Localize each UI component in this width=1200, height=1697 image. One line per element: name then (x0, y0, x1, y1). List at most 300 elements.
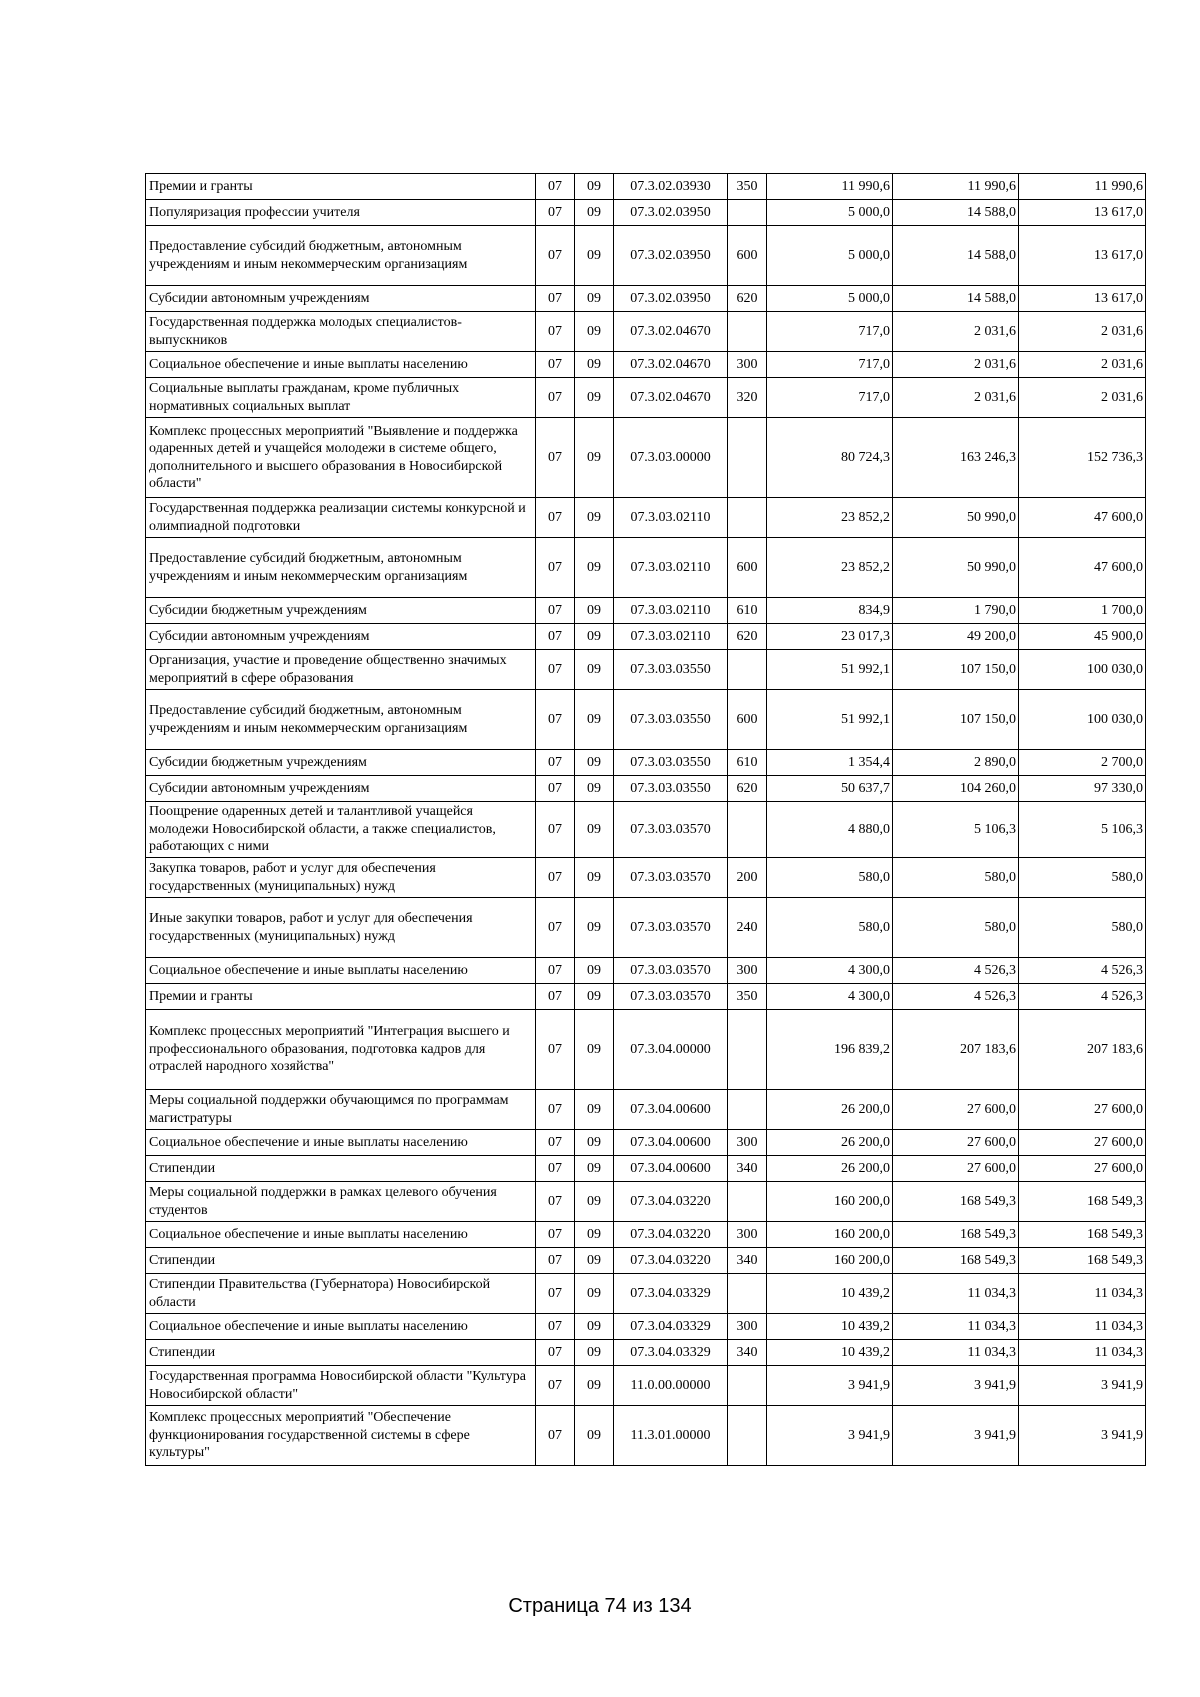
cell-target-article: 07.3.04.03220 (614, 1222, 728, 1248)
cell-expense-type (728, 802, 767, 858)
cell-name: Комплекс процессных мероприятий "Интеграция высшего и профессионального образования, подготовка кадров для отраслей народного хозяйства" (146, 1010, 536, 1090)
table-row (146, 1406, 1146, 1466)
cell-target-article: 07.3.03.03550 (614, 776, 728, 802)
cell-target-article: 07.3.03.02110 (614, 538, 728, 598)
cell-subsection: 09 (575, 690, 614, 750)
cell-amount-1: 717,0 (767, 378, 893, 418)
cell-amount-2: 27 600,0 (893, 1156, 1019, 1182)
cell-name: Предоставление субсидий бюджетным, автономным учреждениям и иным некоммерческим организациям (146, 690, 536, 750)
cell-section: 07 (536, 200, 575, 226)
table-row (146, 1248, 1146, 1274)
cell-subsection: 09 (575, 1314, 614, 1340)
cell-name: Социальное обеспечение и иные выплаты населению (146, 1314, 536, 1340)
cell-name: Социальные выплаты гражданам, кроме публичных нормативных социальных выплат (146, 378, 536, 418)
cell-amount-3: 97 330,0 (1019, 776, 1146, 802)
cell-amount-3: 2 700,0 (1019, 750, 1146, 776)
cell-name: Меры социальной поддержки обучающимся по программам магистратуры (146, 1090, 536, 1130)
cell-target-article: 07.3.03.03570 (614, 858, 728, 898)
cell-name: Комплекс процессных мероприятий "Обеспечение функционирования государственной системы в сфере культуры" (146, 1406, 536, 1466)
cell-subsection: 09 (575, 1156, 614, 1182)
cell-amount-2: 49 200,0 (893, 624, 1019, 650)
cell-target-article: 07.3.02.03950 (614, 200, 728, 226)
cell-amount-1: 23 852,2 (767, 498, 893, 538)
cell-expense-type: 340 (728, 1340, 767, 1366)
cell-amount-1: 5 000,0 (767, 200, 893, 226)
cell-amount-3: 2 031,6 (1019, 352, 1146, 378)
cell-expense-type (728, 1090, 767, 1130)
cell-amount-2: 14 588,0 (893, 200, 1019, 226)
cell-amount-1: 10 439,2 (767, 1274, 893, 1314)
cell-subsection: 09 (575, 624, 614, 650)
cell-amount-3: 13 617,0 (1019, 286, 1146, 312)
cell-name: Организация, участие и проведение общественно значимых мероприятий в сфере образования (146, 650, 536, 690)
cell-amount-3: 47 600,0 (1019, 538, 1146, 598)
cell-section: 07 (536, 1366, 575, 1406)
cell-amount-1: 717,0 (767, 352, 893, 378)
table-row (146, 650, 1146, 690)
cell-expense-type (728, 1010, 767, 1090)
cell-amount-2: 50 990,0 (893, 538, 1019, 598)
table-row (146, 858, 1146, 898)
cell-name: Комплекс процессных мероприятий "Выявление и поддержка одаренных детей и учащейся молодежи в системе общего, дополнительного и высшего образования в Новосибирской области" (146, 418, 536, 498)
cell-name: Премии и гранты (146, 174, 536, 200)
cell-target-article: 07.3.04.00000 (614, 1010, 728, 1090)
cell-target-article: 07.3.03.03550 (614, 690, 728, 750)
cell-amount-3: 4 526,3 (1019, 984, 1146, 1010)
cell-amount-2: 27 600,0 (893, 1130, 1019, 1156)
cell-target-article: 07.3.02.03950 (614, 286, 728, 312)
cell-name: Социальное обеспечение и иные выплаты населению (146, 352, 536, 378)
cell-amount-2: 207 183,6 (893, 1010, 1019, 1090)
cell-amount-3: 11 990,6 (1019, 174, 1146, 200)
cell-amount-2: 2 031,6 (893, 312, 1019, 352)
cell-subsection: 09 (575, 312, 614, 352)
cell-amount-2: 163 246,3 (893, 418, 1019, 498)
cell-section: 07 (536, 538, 575, 598)
cell-subsection: 09 (575, 1182, 614, 1222)
cell-subsection: 09 (575, 418, 614, 498)
table-row (146, 378, 1146, 418)
table-row (146, 1274, 1146, 1314)
cell-section: 07 (536, 1248, 575, 1274)
table-row (146, 174, 1146, 200)
cell-amount-1: 51 992,1 (767, 650, 893, 690)
table-row (146, 286, 1146, 312)
cell-subsection: 09 (575, 598, 614, 624)
cell-amount-1: 26 200,0 (767, 1090, 893, 1130)
cell-subsection: 09 (575, 650, 614, 690)
cell-amount-2: 168 549,3 (893, 1182, 1019, 1222)
cell-amount-3: 207 183,6 (1019, 1010, 1146, 1090)
cell-expense-type: 300 (728, 1314, 767, 1340)
cell-amount-2: 104 260,0 (893, 776, 1019, 802)
cell-amount-1: 23 017,3 (767, 624, 893, 650)
cell-section: 07 (536, 958, 575, 984)
cell-target-article: 07.3.03.03570 (614, 898, 728, 958)
cell-expense-type: 600 (728, 538, 767, 598)
table-row (146, 1156, 1146, 1182)
cell-section: 07 (536, 1222, 575, 1248)
table-row (146, 498, 1146, 538)
cell-amount-1: 10 439,2 (767, 1314, 893, 1340)
cell-expense-type: 350 (728, 174, 767, 200)
cell-target-article: 07.3.03.03550 (614, 650, 728, 690)
cell-amount-3: 152 736,3 (1019, 418, 1146, 498)
cell-amount-1: 160 200,0 (767, 1248, 893, 1274)
cell-name: Субсидии бюджетным учреждениям (146, 750, 536, 776)
cell-section: 07 (536, 1156, 575, 1182)
cell-amount-2: 3 941,9 (893, 1366, 1019, 1406)
cell-subsection: 09 (575, 958, 614, 984)
table-row (146, 1340, 1146, 1366)
cell-section: 07 (536, 898, 575, 958)
cell-section: 07 (536, 1406, 575, 1466)
table-row (146, 538, 1146, 598)
table-row (146, 598, 1146, 624)
cell-subsection: 09 (575, 352, 614, 378)
cell-amount-3: 168 549,3 (1019, 1182, 1146, 1222)
cell-subsection: 09 (575, 1340, 614, 1366)
cell-name: Стипендии Правительства (Губернатора) Новосибирской области (146, 1274, 536, 1314)
cell-amount-3: 3 941,9 (1019, 1366, 1146, 1406)
cell-expense-type: 340 (728, 1156, 767, 1182)
cell-amount-2: 4 526,3 (893, 958, 1019, 984)
cell-expense-type (728, 498, 767, 538)
cell-target-article: 07.3.02.03930 (614, 174, 728, 200)
cell-amount-1: 4 300,0 (767, 984, 893, 1010)
cell-expense-type: 300 (728, 352, 767, 378)
cell-subsection: 09 (575, 858, 614, 898)
cell-section: 07 (536, 1010, 575, 1090)
cell-subsection: 09 (575, 174, 614, 200)
table-row (146, 1010, 1146, 1090)
cell-subsection: 09 (575, 286, 614, 312)
cell-amount-3: 45 900,0 (1019, 624, 1146, 650)
cell-subsection: 09 (575, 1090, 614, 1130)
table-row (146, 984, 1146, 1010)
cell-name: Субсидии автономным учреждениям (146, 286, 536, 312)
cell-subsection: 09 (575, 776, 614, 802)
cell-amount-3: 47 600,0 (1019, 498, 1146, 538)
cell-target-article: 07.3.03.03570 (614, 802, 728, 858)
table-row (146, 898, 1146, 958)
cell-section: 07 (536, 174, 575, 200)
cell-amount-1: 834,9 (767, 598, 893, 624)
cell-expense-type (728, 1366, 767, 1406)
cell-expense-type: 610 (728, 598, 767, 624)
cell-subsection: 09 (575, 200, 614, 226)
cell-amount-1: 4 300,0 (767, 958, 893, 984)
cell-amount-1: 50 637,7 (767, 776, 893, 802)
cell-target-article: 07.3.04.00600 (614, 1156, 728, 1182)
cell-subsection: 09 (575, 898, 614, 958)
cell-subsection: 09 (575, 1010, 614, 1090)
cell-name: Предоставление субсидий бюджетным, автономным учреждениям и иным некоммерческим организациям (146, 226, 536, 286)
cell-subsection: 09 (575, 226, 614, 286)
cell-subsection: 09 (575, 750, 614, 776)
cell-target-article: 07.3.03.00000 (614, 418, 728, 498)
cell-amount-2: 1 790,0 (893, 598, 1019, 624)
cell-amount-3: 13 617,0 (1019, 226, 1146, 286)
table-row (146, 226, 1146, 286)
cell-name: Государственная поддержка молодых специалистов-выпускников (146, 312, 536, 352)
cell-amount-1: 580,0 (767, 858, 893, 898)
cell-name: Государственная поддержка реализации системы конкурсной и олимпиадной подготовки (146, 498, 536, 538)
table-row (146, 1314, 1146, 1340)
cell-section: 07 (536, 352, 575, 378)
cell-name: Стипендии (146, 1340, 536, 1366)
cell-target-article: 07.3.02.04670 (614, 378, 728, 418)
cell-section: 07 (536, 1340, 575, 1366)
cell-section: 07 (536, 858, 575, 898)
cell-expense-type: 620 (728, 286, 767, 312)
cell-target-article: 07.3.04.00600 (614, 1130, 728, 1156)
table-row (146, 1182, 1146, 1222)
cell-target-article: 11.0.00.00000 (614, 1366, 728, 1406)
cell-amount-1: 160 200,0 (767, 1182, 893, 1222)
cell-subsection: 09 (575, 802, 614, 858)
table-row (146, 802, 1146, 858)
cell-expense-type: 600 (728, 690, 767, 750)
table-row (146, 1090, 1146, 1130)
table-row (146, 418, 1146, 498)
cell-section: 07 (536, 984, 575, 1010)
cell-target-article: 07.3.02.04670 (614, 312, 728, 352)
budget-table (145, 173, 1146, 1466)
cell-expense-type (728, 650, 767, 690)
cell-amount-2: 11 034,3 (893, 1274, 1019, 1314)
cell-amount-1: 160 200,0 (767, 1222, 893, 1248)
cell-target-article: 07.3.03.03550 (614, 750, 728, 776)
cell-subsection: 09 (575, 378, 614, 418)
cell-expense-type (728, 312, 767, 352)
cell-target-article: 07.3.02.03950 (614, 226, 728, 286)
cell-amount-3: 27 600,0 (1019, 1156, 1146, 1182)
cell-expense-type: 240 (728, 898, 767, 958)
cell-amount-3: 27 600,0 (1019, 1090, 1146, 1130)
cell-amount-3: 2 031,6 (1019, 378, 1146, 418)
cell-amount-1: 580,0 (767, 898, 893, 958)
cell-expense-type: 300 (728, 1222, 767, 1248)
table-row (146, 200, 1146, 226)
cell-amount-1: 26 200,0 (767, 1130, 893, 1156)
cell-name: Социальное обеспечение и иные выплаты населению (146, 958, 536, 984)
cell-amount-2: 580,0 (893, 858, 1019, 898)
cell-target-article: 07.3.04.03329 (614, 1314, 728, 1340)
cell-amount-3: 580,0 (1019, 858, 1146, 898)
cell-expense-type: 620 (728, 776, 767, 802)
cell-expense-type: 350 (728, 984, 767, 1010)
cell-amount-2: 3 941,9 (893, 1406, 1019, 1466)
cell-amount-3: 5 106,3 (1019, 802, 1146, 858)
cell-amount-2: 11 034,3 (893, 1340, 1019, 1366)
cell-expense-type: 610 (728, 750, 767, 776)
cell-section: 07 (536, 650, 575, 690)
cell-amount-1: 196 839,2 (767, 1010, 893, 1090)
cell-amount-3: 168 549,3 (1019, 1222, 1146, 1248)
cell-amount-1: 51 992,1 (767, 690, 893, 750)
cell-section: 07 (536, 1274, 575, 1314)
table-row (146, 1366, 1146, 1406)
table-row (146, 958, 1146, 984)
cell-amount-2: 27 600,0 (893, 1090, 1019, 1130)
cell-expense-type: 600 (728, 226, 767, 286)
cell-amount-2: 14 588,0 (893, 286, 1019, 312)
cell-expense-type (728, 1274, 767, 1314)
cell-section: 07 (536, 1090, 575, 1130)
page-number: Страница 74 из 134 (508, 1595, 692, 1617)
cell-name: Поощрение одаренных детей и талантливой учащейся молодежи Новосибирской области, а также специалистов, работающих с ними (146, 802, 536, 858)
cell-amount-3: 3 941,9 (1019, 1406, 1146, 1466)
cell-section: 07 (536, 1182, 575, 1222)
cell-name: Субсидии автономным учреждениям (146, 624, 536, 650)
cell-name: Популяризация профессии учителя (146, 200, 536, 226)
cell-amount-3: 580,0 (1019, 898, 1146, 958)
cell-section: 07 (536, 1314, 575, 1340)
cell-section: 07 (536, 750, 575, 776)
cell-amount-2: 11 990,6 (893, 174, 1019, 200)
table-row (146, 352, 1146, 378)
cell-amount-3: 100 030,0 (1019, 690, 1146, 750)
table-row (146, 1130, 1146, 1156)
cell-target-article: 07.3.04.03329 (614, 1340, 728, 1366)
cell-amount-2: 107 150,0 (893, 650, 1019, 690)
cell-expense-type (728, 1406, 767, 1466)
cell-name: Государственная программа Новосибирской области "Культура Новосибирской области" (146, 1366, 536, 1406)
cell-amount-2: 2 890,0 (893, 750, 1019, 776)
cell-target-article: 07.3.04.00600 (614, 1090, 728, 1130)
cell-target-article: 07.3.03.03570 (614, 958, 728, 984)
cell-amount-2: 5 106,3 (893, 802, 1019, 858)
cell-name: Закупка товаров, работ и услуг для обеспечения государственных (муниципальных) нужд (146, 858, 536, 898)
cell-amount-1: 4 880,0 (767, 802, 893, 858)
cell-amount-1: 3 941,9 (767, 1366, 893, 1406)
cell-target-article: 07.3.03.02110 (614, 624, 728, 650)
cell-amount-1: 3 941,9 (767, 1406, 893, 1466)
cell-subsection: 09 (575, 1274, 614, 1314)
cell-amount-2: 168 549,3 (893, 1222, 1019, 1248)
cell-name: Социальное обеспечение и иные выплаты населению (146, 1130, 536, 1156)
cell-name: Премии и гранты (146, 984, 536, 1010)
cell-amount-2: 168 549,3 (893, 1248, 1019, 1274)
cell-expense-type: 620 (728, 624, 767, 650)
table-row (146, 1222, 1146, 1248)
cell-name: Иные закупки товаров, работ и услуг для обеспечения государственных (муниципальных) нужд (146, 898, 536, 958)
cell-section: 07 (536, 378, 575, 418)
cell-subsection: 09 (575, 984, 614, 1010)
cell-amount-2: 2 031,6 (893, 352, 1019, 378)
cell-expense-type: 300 (728, 958, 767, 984)
cell-amount-1: 11 990,6 (767, 174, 893, 200)
cell-amount-2: 580,0 (893, 898, 1019, 958)
cell-amount-3: 11 034,3 (1019, 1314, 1146, 1340)
cell-amount-3: 11 034,3 (1019, 1274, 1146, 1314)
cell-amount-1: 26 200,0 (767, 1156, 893, 1182)
cell-amount-1: 5 000,0 (767, 226, 893, 286)
cell-section: 07 (536, 690, 575, 750)
cell-amount-3: 168 549,3 (1019, 1248, 1146, 1274)
cell-amount-3: 27 600,0 (1019, 1130, 1146, 1156)
cell-amount-1: 717,0 (767, 312, 893, 352)
cell-amount-2: 107 150,0 (893, 690, 1019, 750)
cell-subsection: 09 (575, 1406, 614, 1466)
cell-section: 07 (536, 418, 575, 498)
cell-target-article: 07.3.03.02110 (614, 598, 728, 624)
cell-section: 07 (536, 624, 575, 650)
cell-subsection: 09 (575, 1248, 614, 1274)
cell-section: 07 (536, 498, 575, 538)
table-body (146, 174, 1146, 1466)
cell-subsection: 09 (575, 1222, 614, 1248)
cell-name: Социальное обеспечение и иные выплаты населению (146, 1222, 536, 1248)
cell-amount-2: 2 031,6 (893, 378, 1019, 418)
cell-name: Стипендии (146, 1248, 536, 1274)
cell-amount-2: 14 588,0 (893, 226, 1019, 286)
table-row (146, 624, 1146, 650)
cell-expense-type: 340 (728, 1248, 767, 1274)
cell-amount-3: 100 030,0 (1019, 650, 1146, 690)
cell-expense-type: 320 (728, 378, 767, 418)
cell-target-article: 11.3.01.00000 (614, 1406, 728, 1466)
cell-section: 07 (536, 776, 575, 802)
cell-subsection: 09 (575, 1366, 614, 1406)
cell-target-article: 07.3.03.02110 (614, 498, 728, 538)
cell-amount-1: 10 439,2 (767, 1340, 893, 1366)
cell-amount-3: 1 700,0 (1019, 598, 1146, 624)
table-row (146, 312, 1146, 352)
cell-section: 07 (536, 312, 575, 352)
cell-amount-3: 11 034,3 (1019, 1340, 1146, 1366)
cell-section: 07 (536, 1130, 575, 1156)
cell-amount-1: 1 354,4 (767, 750, 893, 776)
cell-name: Меры социальной поддержки в рамках целевого обучения студентов (146, 1182, 536, 1222)
cell-expense-type (728, 418, 767, 498)
cell-expense-type (728, 200, 767, 226)
cell-amount-2: 50 990,0 (893, 498, 1019, 538)
cell-amount-3: 4 526,3 (1019, 958, 1146, 984)
cell-expense-type: 200 (728, 858, 767, 898)
cell-subsection: 09 (575, 538, 614, 598)
cell-amount-1: 23 852,2 (767, 538, 893, 598)
cell-name: Предоставление субсидий бюджетным, автономным учреждениям и иным некоммерческим организациям (146, 538, 536, 598)
cell-amount-1: 5 000,0 (767, 286, 893, 312)
table-row (146, 776, 1146, 802)
cell-target-article: 07.3.04.03220 (614, 1182, 728, 1222)
cell-name: Субсидии автономным учреждениям (146, 776, 536, 802)
cell-target-article: 07.3.04.03329 (614, 1274, 728, 1314)
cell-section: 07 (536, 286, 575, 312)
cell-name: Субсидии бюджетным учреждениям (146, 598, 536, 624)
cell-section: 07 (536, 226, 575, 286)
table-row (146, 690, 1146, 750)
table-row (146, 750, 1146, 776)
cell-expense-type: 300 (728, 1130, 767, 1156)
cell-subsection: 09 (575, 498, 614, 538)
cell-name: Стипендии (146, 1156, 536, 1182)
cell-target-article: 07.3.04.03220 (614, 1248, 728, 1274)
cell-amount-3: 13 617,0 (1019, 200, 1146, 226)
cell-subsection: 09 (575, 1130, 614, 1156)
cell-amount-3: 2 031,6 (1019, 312, 1146, 352)
cell-amount-2: 11 034,3 (893, 1314, 1019, 1340)
cell-amount-2: 4 526,3 (893, 984, 1019, 1010)
cell-section: 07 (536, 598, 575, 624)
cell-target-article: 07.3.03.03570 (614, 984, 728, 1010)
cell-amount-1: 80 724,3 (767, 418, 893, 498)
cell-expense-type (728, 1182, 767, 1222)
cell-target-article: 07.3.02.04670 (614, 352, 728, 378)
cell-section: 07 (536, 802, 575, 858)
